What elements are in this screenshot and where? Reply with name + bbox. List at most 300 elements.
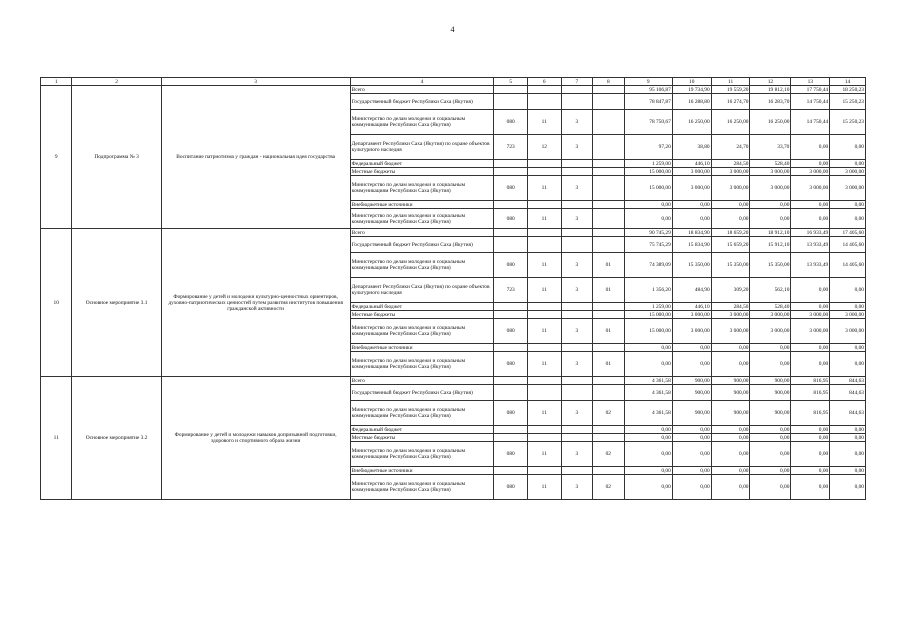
amount-cell: 0,00	[791, 344, 830, 352]
code-pp	[561, 385, 592, 401]
code-gp: 11	[527, 278, 561, 303]
program-name: Подпрограмма № 3	[72, 86, 161, 229]
code-gp	[527, 303, 561, 311]
code-gp	[527, 168, 561, 176]
code-gp: 11	[527, 319, 561, 344]
program-description: Воспитание патриотизма у граждан - национальная идея государства	[161, 86, 350, 229]
amount-cell: 13 933,49	[791, 237, 830, 253]
amount-cell: 19 734,90	[672, 86, 711, 94]
code-grbs: 080	[494, 442, 528, 467]
amount-cell: 0,00	[791, 303, 830, 311]
table-row	[41, 86, 866, 94]
code-grbs: 080	[494, 475, 528, 500]
code-om	[593, 110, 624, 135]
amount-cell: 3 000,00	[791, 176, 830, 201]
amount-cell: 14 750,44	[791, 110, 830, 135]
amount-cell: 4 361,58	[624, 385, 672, 401]
code-gp	[527, 86, 561, 94]
amount-cell: 900,00	[672, 377, 711, 385]
amount-cell: 0,00	[624, 467, 672, 475]
amount-cell: 3 000,00	[791, 319, 830, 344]
code-pp: 3	[561, 135, 592, 160]
header-cell: 6	[527, 78, 561, 86]
funding-source: Министерство по делам молодежи и социальным коммуникациям Республики Саха (Якутия)	[350, 209, 494, 229]
amount-cell: 0,00	[624, 442, 672, 467]
funding-source: Всего	[350, 229, 494, 237]
code-grbs	[494, 426, 528, 434]
amount-cell: 16 250,00	[672, 110, 711, 135]
funding-source: Министерство по делам молодежи и социальным коммуникациям Республики Саха (Якутия)	[350, 442, 494, 467]
amount-cell: 38,80	[672, 135, 711, 160]
code-pp: 3	[561, 278, 592, 303]
code-grbs: 080	[494, 253, 528, 278]
code-om: 02	[593, 401, 624, 426]
table-row	[41, 229, 866, 237]
code-pp: 3	[561, 176, 592, 201]
code-grbs: 080	[494, 176, 528, 201]
code-om: 01	[593, 278, 624, 303]
code-pp: 3	[561, 352, 592, 377]
code-om	[593, 237, 624, 253]
funding-source: Федеральный бюджет	[350, 160, 494, 168]
code-gp: 11	[527, 442, 561, 467]
amount-cell: 16 250,00	[750, 110, 791, 135]
code-gp	[527, 426, 561, 434]
funding-source: Местные бюджеты	[350, 434, 494, 442]
code-om	[593, 168, 624, 176]
amount-cell: 0,00	[750, 344, 791, 352]
funding-source: Всего	[350, 86, 494, 94]
amount-cell: 900,00	[672, 385, 711, 401]
amount-cell: 528,40	[750, 303, 791, 311]
amount-cell: 900,00	[750, 377, 791, 385]
amount-cell: 0,00	[830, 209, 866, 229]
amount-cell: 0,00	[750, 475, 791, 500]
amount-cell: 0,00	[750, 442, 791, 467]
amount-cell: 0,00	[830, 160, 866, 168]
amount-cell: 900,00	[711, 377, 750, 385]
amount-cell: 0,00	[830, 278, 866, 303]
amount-cell: 0,00	[672, 467, 711, 475]
amount-cell: 3 000,00	[830, 176, 866, 201]
code-pp	[561, 94, 592, 110]
amount-cell: 0,00	[711, 475, 750, 500]
code-pp: 3	[561, 319, 592, 344]
amount-cell: 16 288,80	[672, 94, 711, 110]
program-description: Формирование у детей и молодежи культурно-ценностных ориентиров, духовно-патриотических ценностей путем развития институтов повышения гражданской активности	[161, 229, 350, 377]
row-number: 10	[41, 229, 72, 377]
funding-source: Внебюджетные источники	[350, 467, 494, 475]
amount-cell: 78 847,87	[624, 94, 672, 110]
code-grbs	[494, 160, 528, 168]
amount-cell: 0,00	[830, 426, 866, 434]
amount-cell: 0,00	[672, 344, 711, 352]
row-number: 11	[41, 377, 72, 500]
amount-cell: 16 933,49	[791, 229, 830, 237]
code-om: 02	[593, 475, 624, 500]
header-cell: 7	[561, 78, 592, 86]
code-om	[593, 344, 624, 352]
amount-cell: 3 000,00	[830, 168, 866, 176]
amount-cell: 900,00	[711, 385, 750, 401]
header-cell: 12	[750, 78, 791, 86]
code-om	[593, 176, 624, 201]
amount-cell: 0,00	[791, 160, 830, 168]
code-om	[593, 303, 624, 311]
code-pp	[561, 229, 592, 237]
header-cell: 9	[624, 78, 672, 86]
header-cell: 14	[830, 78, 866, 86]
code-grbs	[494, 94, 528, 110]
code-grbs	[494, 303, 528, 311]
code-gp: 11	[527, 209, 561, 229]
amount-cell: 844,63	[830, 385, 866, 401]
funding-source: Федеральный бюджет	[350, 303, 494, 311]
code-gp	[527, 229, 561, 237]
amount-cell: 0,00	[830, 467, 866, 475]
amount-cell: 0,00	[624, 475, 672, 500]
amount-cell: 0,00	[830, 303, 866, 311]
funding-source: Всего	[350, 377, 494, 385]
code-gp	[527, 344, 561, 352]
amount-cell: 3 000,00	[711, 168, 750, 176]
funding-source: Министерство по делам молодежи и социальным коммуникациям Республики Саха (Якутия)	[350, 319, 494, 344]
amount-cell: 14 405,60	[830, 237, 866, 253]
code-grbs: 080	[494, 110, 528, 135]
amount-cell: 95 106,87	[624, 86, 672, 94]
amount-cell: 16 250,00	[711, 110, 750, 135]
funding-source: Внебюджетные источники	[350, 344, 494, 352]
amount-cell: 18 834,90	[672, 229, 711, 237]
code-pp	[561, 168, 592, 176]
funding-source: Департамент Республики Саха (Якутия) по охране объектов культурного наследия	[350, 135, 494, 160]
amount-cell: 562,10	[750, 278, 791, 303]
code-pp: 3	[561, 475, 592, 500]
code-om	[593, 201, 624, 209]
code-gp: 12	[527, 135, 561, 160]
amount-cell: 13 933,49	[791, 253, 830, 278]
amount-cell: 3 000,00	[750, 168, 791, 176]
code-pp: 3	[561, 442, 592, 467]
funding-source: Министерство по делам молодежи и социальным коммуникациям Республики Саха (Якутия)	[350, 401, 494, 426]
amount-cell: 4 361,58	[624, 377, 672, 385]
amount-cell: 0,00	[672, 442, 711, 467]
amount-cell: 1 356,20	[624, 278, 672, 303]
amount-cell: 3 000,00	[711, 311, 750, 319]
amount-cell: 3 000,00	[830, 311, 866, 319]
amount-cell: 15 350,00	[750, 253, 791, 278]
amount-cell: 14 405,60	[830, 253, 866, 278]
amount-cell: 15 000,00	[624, 311, 672, 319]
code-pp	[561, 344, 592, 352]
amount-cell: 17 750,44	[791, 86, 830, 94]
amount-cell: 0,00	[711, 442, 750, 467]
amount-cell: 0,00	[624, 201, 672, 209]
funding-source: Местные бюджеты	[350, 311, 494, 319]
amount-cell: 0,00	[711, 201, 750, 209]
code-gp	[527, 201, 561, 209]
amount-cell: 90 745,29	[624, 229, 672, 237]
amount-cell: 18 250,23	[830, 86, 866, 94]
amount-cell: 446,10	[672, 303, 711, 311]
amount-cell: 0,00	[624, 209, 672, 229]
amount-cell: 15 000,00	[624, 319, 672, 344]
amount-cell: 15 350,00	[711, 253, 750, 278]
amount-cell: 0,00	[672, 475, 711, 500]
amount-cell: 0,00	[711, 344, 750, 352]
amount-cell: 97,20	[624, 135, 672, 160]
code-gp	[527, 237, 561, 253]
amount-cell: 0,00	[672, 426, 711, 434]
amount-cell: 0,00	[830, 201, 866, 209]
amount-cell: 0,00	[750, 352, 791, 377]
code-pp	[561, 311, 592, 319]
code-grbs	[494, 434, 528, 442]
code-grbs	[494, 237, 528, 253]
amount-cell: 15 834,90	[672, 237, 711, 253]
amount-cell: 19 559,20	[711, 86, 750, 94]
code-gp: 11	[527, 110, 561, 135]
funding-source: Государственный бюджет Республики Саха (Якутия)	[350, 385, 494, 401]
amount-cell: 15 659,20	[711, 237, 750, 253]
header-cell: 5	[494, 78, 528, 86]
code-om	[593, 160, 624, 168]
program-name: Основное мероприятие 3.2	[72, 377, 161, 500]
amount-cell: 0,00	[830, 352, 866, 377]
page-number: 4	[450, 25, 455, 34]
code-gp	[527, 94, 561, 110]
code-pp	[561, 201, 592, 209]
amount-cell: 0,00	[791, 201, 830, 209]
amount-cell: 816,95	[791, 401, 830, 426]
amount-cell: 0,00	[750, 467, 791, 475]
amount-cell: 816,95	[791, 385, 830, 401]
amount-cell: 484,90	[672, 278, 711, 303]
code-om	[593, 434, 624, 442]
code-grbs: 080	[494, 319, 528, 344]
code-pp	[561, 377, 592, 385]
funding-source: Министерство по делам молодежи и социальным коммуникациям Республики Саха (Якутия)	[350, 475, 494, 500]
code-om	[593, 385, 624, 401]
code-grbs: 723	[494, 278, 528, 303]
amount-cell: 0,00	[711, 434, 750, 442]
code-pp	[561, 303, 592, 311]
amount-cell: 0,00	[624, 434, 672, 442]
code-grbs	[494, 201, 528, 209]
amount-cell: 0,00	[624, 344, 672, 352]
amount-cell: 3 000,00	[750, 311, 791, 319]
amount-cell: 0,00	[624, 426, 672, 434]
code-gp	[527, 467, 561, 475]
amount-cell: 0,00	[791, 278, 830, 303]
amount-cell: 0,00	[672, 434, 711, 442]
code-pp	[561, 237, 592, 253]
amount-cell: 0,00	[791, 475, 830, 500]
program-name: Основное мероприятие 3.1	[72, 229, 161, 377]
amount-cell: 15 250,23	[830, 94, 866, 110]
funding-source: Внебюджетные источники	[350, 201, 494, 209]
amount-cell: 18 659,20	[711, 229, 750, 237]
amount-cell: 0,00	[711, 209, 750, 229]
code-grbs	[494, 377, 528, 385]
code-gp: 11	[527, 253, 561, 278]
code-pp	[561, 434, 592, 442]
amount-cell: 0,00	[711, 467, 750, 475]
funding-source: Министерство по делам молодежи и социальным коммуникациям Республики Саха (Якутия)	[350, 352, 494, 377]
header-cell: 3	[161, 78, 350, 86]
amount-cell: 528,40	[750, 160, 791, 168]
code-grbs	[494, 168, 528, 176]
funding-source: Местные бюджеты	[350, 168, 494, 176]
amount-cell: 0,00	[672, 209, 711, 229]
amount-cell: 15 000,00	[624, 176, 672, 201]
amount-cell: 3 000,00	[830, 319, 866, 344]
amount-cell: 0,00	[624, 352, 672, 377]
code-gp	[527, 160, 561, 168]
amount-cell: 18 912,10	[750, 229, 791, 237]
amount-cell: 0,00	[791, 434, 830, 442]
code-grbs	[494, 311, 528, 319]
amount-cell: 3 000,00	[711, 319, 750, 344]
code-pp: 3	[561, 401, 592, 426]
budget-table	[40, 77, 866, 500]
amount-cell: 0,00	[672, 201, 711, 209]
code-gp	[527, 434, 561, 442]
amount-cell: 74 389,09	[624, 253, 672, 278]
code-gp: 11	[527, 176, 561, 201]
code-om	[593, 135, 624, 160]
amount-cell: 0,00	[791, 467, 830, 475]
amount-cell: 844,63	[830, 401, 866, 426]
code-om	[593, 426, 624, 434]
amount-cell: 0,00	[750, 209, 791, 229]
amount-cell: 0,00	[711, 352, 750, 377]
code-pp	[561, 160, 592, 168]
amount-cell: 19 812,10	[750, 86, 791, 94]
table-row	[41, 377, 866, 385]
amount-cell: 900,00	[672, 401, 711, 426]
code-grbs: 080	[494, 209, 528, 229]
code-grbs	[494, 344, 528, 352]
amount-cell: 284,50	[711, 303, 750, 311]
header-cell: 4	[350, 78, 494, 86]
code-om	[593, 311, 624, 319]
code-om: 02	[593, 442, 624, 467]
amount-cell: 3 000,00	[672, 176, 711, 201]
amount-cell: 0,00	[750, 426, 791, 434]
amount-cell: 0,00	[791, 426, 830, 434]
amount-cell: 3 000,00	[672, 319, 711, 344]
funding-source: Министерство по делам молодежи и социальным коммуникациям Республики Саха (Якутия)	[350, 110, 494, 135]
code-pp	[561, 426, 592, 434]
code-gp: 11	[527, 401, 561, 426]
funding-source: Государственный бюджет Республики Саха (Якутия)	[350, 94, 494, 110]
amount-cell: 0,00	[830, 442, 866, 467]
code-gp: 11	[527, 475, 561, 500]
code-grbs: 080	[494, 352, 528, 377]
code-grbs	[494, 467, 528, 475]
amount-cell: 14 750,44	[791, 94, 830, 110]
code-grbs	[494, 229, 528, 237]
amount-cell: 0,00	[672, 352, 711, 377]
code-om	[593, 94, 624, 110]
code-gp	[527, 377, 561, 385]
amount-cell: 844,63	[830, 377, 866, 385]
amount-cell: 284,50	[711, 160, 750, 168]
amount-cell: 0,00	[711, 426, 750, 434]
amount-cell: 0,00	[750, 434, 791, 442]
funding-source: Министерство по делам молодежи и социальным коммуникациям Республики Саха (Якутия)	[350, 176, 494, 201]
amount-cell: 900,00	[750, 385, 791, 401]
header-cell: 13	[791, 78, 830, 86]
header-row	[41, 78, 866, 86]
header-cell: 8	[593, 78, 624, 86]
amount-cell: 3 000,00	[750, 176, 791, 201]
amount-cell: 0,00	[830, 434, 866, 442]
amount-cell: 15 350,00	[672, 253, 711, 278]
amount-cell: 17 405,60	[830, 229, 866, 237]
code-om	[593, 377, 624, 385]
amount-cell: 0,00	[791, 352, 830, 377]
header-cell: 10	[672, 78, 711, 86]
amount-cell: 0,00	[791, 442, 830, 467]
amount-cell: 0,00	[830, 135, 866, 160]
code-pp: 3	[561, 253, 592, 278]
code-grbs	[494, 385, 528, 401]
amount-cell: 900,00	[711, 401, 750, 426]
amount-cell: 24,70	[711, 135, 750, 160]
amount-cell: 3 000,00	[672, 311, 711, 319]
code-pp	[561, 86, 592, 94]
row-number: 9	[41, 86, 72, 229]
code-gp: 11	[527, 352, 561, 377]
amount-cell: 0,00	[791, 135, 830, 160]
amount-cell: 0,00	[791, 209, 830, 229]
amount-cell: 15 250,23	[830, 110, 866, 135]
code-om	[593, 209, 624, 229]
program-description: Формирование у детей и молодежи навыков допризывной подготовки, здорового и спортивного образа жизни	[161, 377, 350, 500]
code-gp	[527, 385, 561, 401]
code-gp	[527, 311, 561, 319]
funding-source: Департамент Республики Саха (Якутия) по охране объектов культурного наследия	[350, 278, 494, 303]
amount-cell: 33,70	[750, 135, 791, 160]
amount-cell: 0,00	[830, 475, 866, 500]
amount-cell: 446,10	[672, 160, 711, 168]
code-om	[593, 86, 624, 94]
amount-cell: 16 274,70	[711, 94, 750, 110]
amount-cell: 15 000,00	[624, 168, 672, 176]
code-grbs: 723	[494, 135, 528, 160]
amount-cell: 1 259,00	[624, 303, 672, 311]
code-om	[593, 467, 624, 475]
funding-source: Федеральный бюджет	[350, 426, 494, 434]
amount-cell: 3 000,00	[791, 311, 830, 319]
amount-cell: 900,00	[750, 401, 791, 426]
header-cell: 2	[72, 78, 161, 86]
amount-cell: 0,00	[830, 344, 866, 352]
amount-cell: 3 000,00	[750, 319, 791, 344]
amount-cell: 3 000,00	[711, 176, 750, 201]
code-grbs: 080	[494, 401, 528, 426]
code-grbs	[494, 86, 528, 94]
code-pp: 3	[561, 209, 592, 229]
amount-cell: 816,95	[791, 377, 830, 385]
amount-cell: 16 283,70	[750, 94, 791, 110]
amount-cell: 1 259,00	[624, 160, 672, 168]
amount-cell: 0,00	[750, 201, 791, 209]
code-om: 01	[593, 253, 624, 278]
code-om	[593, 229, 624, 237]
